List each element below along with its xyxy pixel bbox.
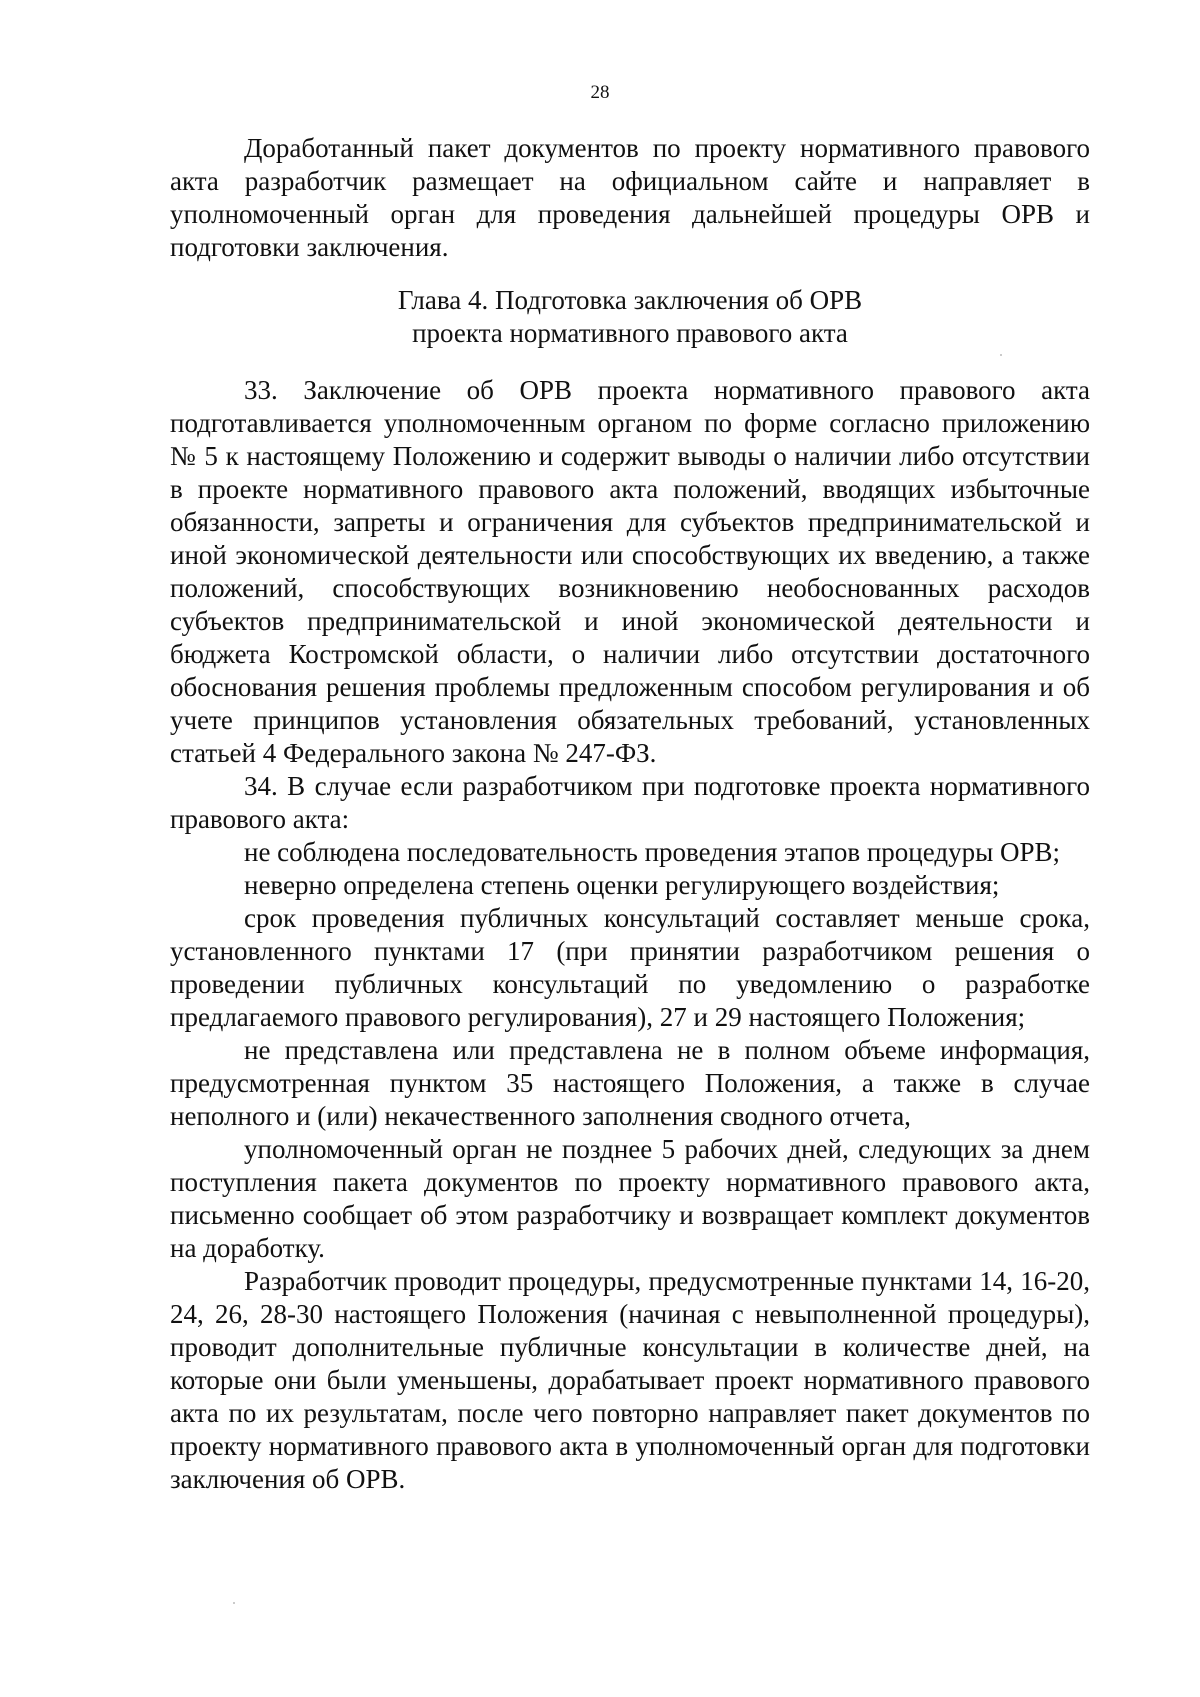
paragraph-34-item-1: не соблюдена последовательность проведения этапов процедуры ОРВ; bbox=[244, 837, 1060, 867]
chapter-heading bbox=[170, 284, 1090, 350]
chapter-title-line-1: Глава 4. Подготовка заключения об ОРВ bbox=[397, 285, 863, 315]
chapter-title-line-2: проекта нормативного правового акта bbox=[412, 318, 848, 348]
scan-speck bbox=[1000, 354, 1002, 356]
document-body bbox=[170, 132, 1090, 1496]
intro-paragraph: Доработанный пакет документов по проекту нормативного правового акта разработчик размещает на официальном сайте и направляет в уполномоченный орган для проведения дальнейшей процедуры ОРВ и подготовки заключения. bbox=[170, 133, 1090, 262]
page-number: 28 bbox=[590, 82, 610, 103]
paragraph-34: 34. В случае если разработчиком при подготовке проекта нормативного правового акта: bbox=[170, 771, 1090, 834]
paragraph-34-item-3: срок проведения публичных консультаций составляет меньше срока, установленного пунктами 17 (при принятии разработчиком решения о проведении публичных консультаций по уведомлению о разработке предлагаемого правового регулирования), 27 и 29 настоящего Положения; bbox=[170, 903, 1090, 1032]
paragraph-33: 33. Заключение об ОРВ проекта нормативного правового акта подготавливается уполномоченным органом по форме согласно приложению № 5 к настоящему Положению и содержит выводы о наличии либо отсутствии в проекте нормативного правового акта положений, вводящих избыточные обязанности, запреты и ограничения для субъектов предпринимательской и иной экономической деятельности или способствующих их введению, а также положений, способствующих возникновению необоснованных расходов субъектов предпринимательской и иной экономической деятельности и бюджета Костромской области, о наличии либо отсутствии достаточного обоснования решения проблемы предложенным способом регулирования и об учете принципов установления обязательных требований, установленных статьей 4 Федерального закона № 247-ФЗ. bbox=[170, 375, 1090, 768]
paragraph-34-item-4: не представлена или представлена не в полном объеме информация, предусмотренная пунктом 35 настоящего Положения, а также в случае неполного и (или) некачественного заполнения сводного отчета, bbox=[170, 1035, 1090, 1131]
paragraph-34-developer: Разработчик проводит процедуры, предусмотренные пунктами 14, 16-20, 24, 26, 28-30 настоящего Положения (начиная с невыполненной процедуры), проводит дополнительные публичные консультации в количестве дней, на которые они были уменьшены, дорабатывает проект нормативного правового акта по их результатам, после чего повторно направляет пакет документов по проекту нормативного правового акта в уполномоченный орган для подготовки заключения об ОРВ. bbox=[170, 1266, 1090, 1494]
paragraph-34-item-2: неверно определена степень оценки регулирующего воздействия; bbox=[244, 870, 1000, 900]
scan-speck bbox=[233, 1602, 235, 1604]
paragraph-34-conclusion: уполномоченный орган не позднее 5 рабочих дней, следующих за днем поступления пакета документов по проекту нормативного правового акта, письменно сообщает об этом разработчику и возвращает комплект документов на доработку. bbox=[170, 1134, 1090, 1263]
